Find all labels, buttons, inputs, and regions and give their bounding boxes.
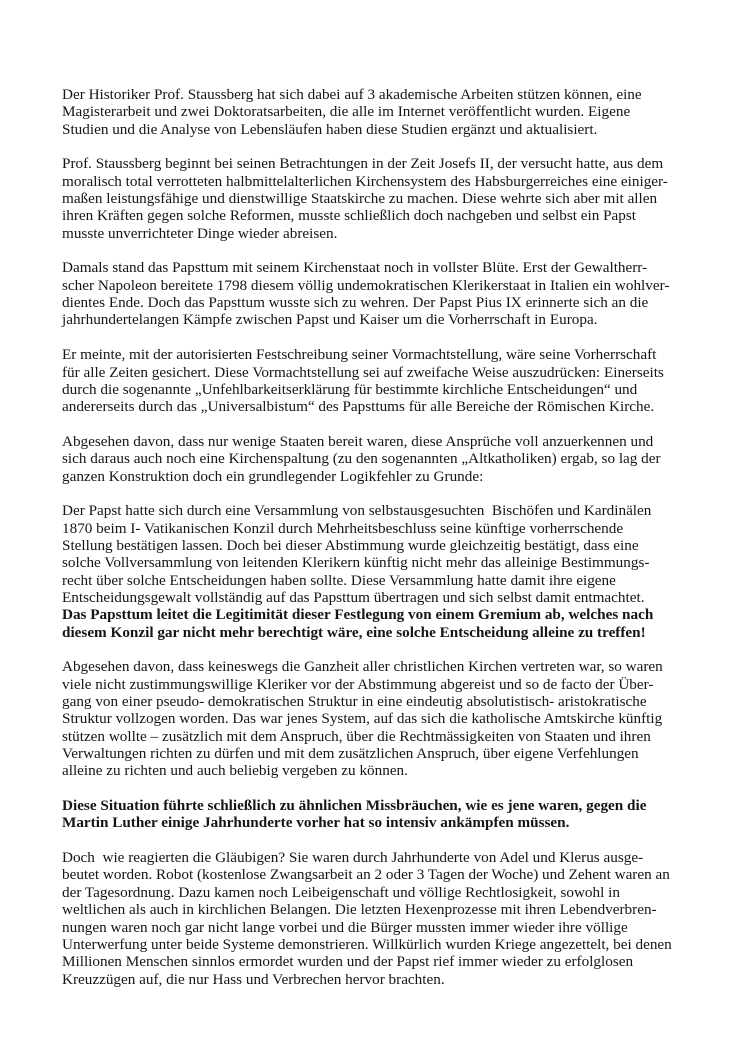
text-line: 1870 beim I- Vatikanischen Konzil durch Mehrheitsbeschluss seine künftige vorherrschende	[62, 519, 624, 537]
paragraph	[62, 797, 722, 832]
text-line: Der Papst hatte sich durch eine Versammlung von selbstausgesuchten Bischöfen und Kardinälen	[62, 502, 652, 520]
paragraph	[62, 346, 722, 415]
paragraph	[62, 86, 722, 138]
text-line: Diese Situation führte schließlich zu ähnlichen Missbräuchen, wie es jene waren, gegen die	[62, 797, 647, 815]
paragraph	[62, 259, 722, 328]
text-line: durch die sogenannte „Unfehlbarkeitserklärung für bestimmte kirchliche Entscheidungen“ und	[62, 380, 638, 398]
text-line: Das Papsttum leitet die Legitimität dieser Festlegung von einem Gremium ab, welches nach	[62, 606, 654, 624]
text-line: Studien und die Analyse von Lebensläufen haben diese Studien ergänzt und aktualisiert.	[62, 120, 598, 138]
text-line: solche Vollversammlung von leitenden Klerikern künftig nicht mehr das alleinige Bestimmungs-	[62, 554, 650, 572]
text-line: diesem Konzil gar nicht mehr berechtigt wäre, eine solche Entscheidung alleine zu treffen!	[62, 623, 646, 641]
text-line: ihren Kräften gegen solche Reformen, musste schließlich doch nachgeben und selbst ein Papst	[62, 207, 637, 225]
text-line: Magisterarbeit und zwei Doktoratsarbeiten, die alle im Internet veröffentlicht wurden. Eigene	[62, 103, 631, 121]
text-line: Abgesehen davon, dass keineswegs die Ganzheit aller christlichen Kirchen vertreten war, so waren	[62, 658, 663, 676]
text-line: Entscheidungsgewalt vollständig auf das Papsttum übertragen und sich selbst damit entmachtet.	[62, 588, 645, 606]
text-line: gang von einer pseudo- demokratischen Struktur in eine eindeutig absolutistisch- aristokratische	[62, 693, 647, 711]
text-line: andererseits durch das „Universalbistum“ des Papsttums für alle Bereiche der Römischen Kirche.	[62, 398, 655, 416]
text-line: Der Historiker Prof. Staussberg hat sich dabei auf 3 akademische Arbeiten stützen können, eine	[62, 86, 642, 103]
text-line: für alle Zeiten gesichert. Diese Vormachtstellung sei auf zweifache Weise auszudrücken: Einerseits	[62, 363, 664, 381]
text-line: ganzen Konstruktion doch ein grundlegender Logikfehler zu Grunde:	[62, 467, 484, 485]
text-line: Abgesehen davon, dass nur wenige Staaten bereit waren, diese Ansprüche voll anzuerkennen und	[62, 432, 654, 450]
text-line: Damals stand das Papsttum mit seinem Kirchenstaat noch in vollster Blüte. Erst der Gewaltherr-	[62, 259, 648, 277]
text-line: Doch wie reagierten die Gläubigen? Sie waren durch Jahrhunderte von Adel und Klerus ausge-	[62, 849, 644, 867]
text-line: Prof. Staussberg beginnt bei seinen Betrachtungen in der Zeit Josefs II, der versucht hatte, aus dem	[62, 155, 664, 173]
text-line: Unterwerfung unter beide Systeme demonstrieren. Willkürlich wurden Kriege angezettelt, bei denen	[62, 935, 672, 953]
text-line: der Tagesordnung. Dazu kamen noch Leibeigenschaft und völlige Rechtlosigkeit, sowohl in	[62, 883, 620, 901]
text-line: Millionen Menschen sinnlos ermordet wurden und der Papst rief immer wieder zu erfolglosen	[62, 953, 634, 971]
text-line: maßen leistungsfähige und dienstwillige Staatskirche zu machen. Diese wehrte sich aber mit allen	[62, 190, 658, 208]
text-line: Struktur vollzogen worden. Das war jenes System, auf das sich die katholische Amtskirche künftig	[62, 710, 663, 728]
text-line: sich daraus auch noch eine Kirchenspaltung (zu den sogenannten „Altkatholiken) ergab, so lag der	[62, 450, 661, 468]
text-line: Verwaltungen richten zu dürfen und mit dem zusätzlichen Anspruch, über eigene Verfehlungen	[62, 745, 639, 763]
text-line: viele nicht zustimmungswillige Kleriker vor der Abstimmung abgereist und so de facto der Über-	[62, 675, 654, 693]
text-line: beutet worden. Robot (kostenlose Zwangsarbeit an 2 oder 3 Tagen der Woche) und Zehent waren an	[62, 866, 670, 884]
text-line: nungen waren noch gar nicht lange vorbei und die Bürger mussten immer wieder ihre völlige	[62, 918, 628, 936]
text-line: stützen wollte – zusätzlich mit dem Anspruch, über die Rechtmässigkeiten von Staaten und ihren	[62, 727, 651, 745]
text-line: recht über solche Entscheidungen haben sollte. Diese Versammlung hatte damit ihre eigene	[62, 571, 616, 589]
text-line: musste unverrichteter Dinge wieder abreisen.	[62, 224, 338, 242]
paragraph	[62, 658, 722, 779]
paragraph	[62, 433, 722, 485]
text-line: alleine zu richten und auch beliebig vergeben zu können.	[62, 762, 408, 780]
paragraph	[62, 849, 722, 988]
text-line: weltlichen als auch in kirchlichen Belangen. Die letzten Hexenprozesse mit ihren Lebendverbren-	[62, 901, 657, 919]
text-line: Er meinte, mit der autorisierten Festschreibung seiner Vormachtstellung, wäre seine Vorherrschaft	[62, 346, 657, 364]
paragraph	[62, 155, 722, 242]
document-content	[62, 86, 722, 988]
text-line: scher Napoleon bereitete 1798 diesem völlig undemokratischen Klerikerstaat in Italien ein wohlver-	[62, 276, 670, 294]
text-line: dientes Ende. Doch das Papsttum wusste sich zu wehren. Der Papst Pius IX erinnerte sich an die	[62, 294, 649, 312]
text-line: jahrhundertelangen Kämpfe zwischen Papst und Kaiser um die Vorherrschaft in Europa.	[62, 311, 598, 329]
text-line: Martin Luther einige Jahrhunderte vorher hat so intensiv ankämpfen müssen.	[62, 814, 570, 832]
text-line: Kreuzzügen auf, die nur Hass und Verbrechen hervor brachten.	[62, 970, 445, 988]
text-line: Stellung bestätigen lassen. Doch bei dieser Abstimmung wurde gleichzeitig bestätigt, dass eine	[62, 536, 639, 554]
text-line: moralisch total verrotteten halbmittelalterlichen Kirchensystem des Habsburgerreiches eine einiger-	[62, 172, 668, 190]
paragraph	[62, 502, 722, 641]
